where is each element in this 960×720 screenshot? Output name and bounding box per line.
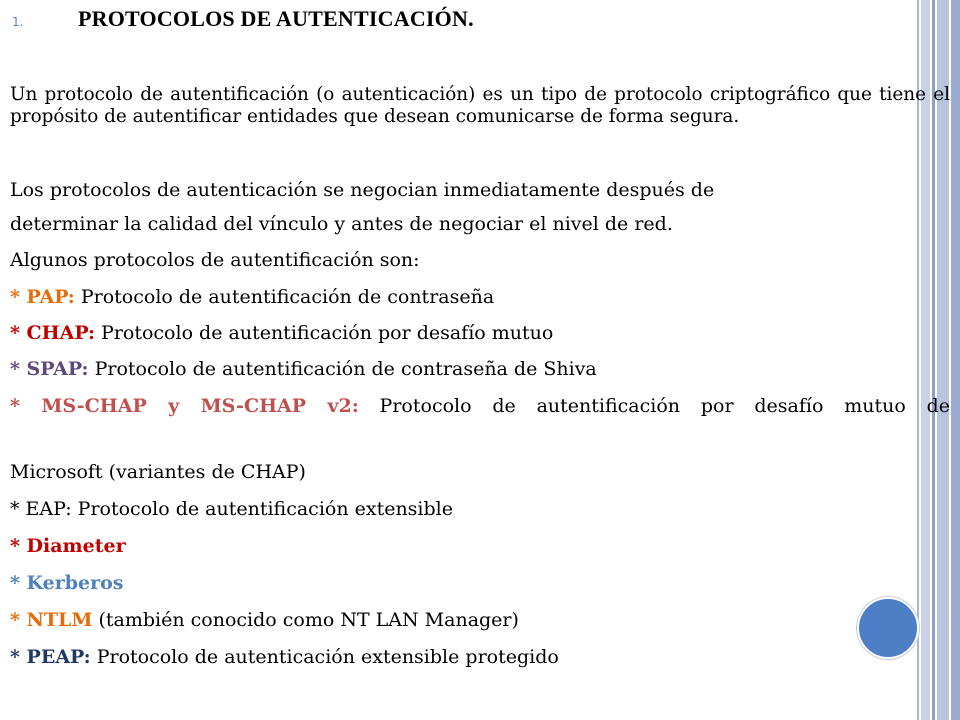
list-item-mschap — [10, 396, 950, 417]
protocol-name: * CHAP: — [10, 322, 95, 344]
list-item-kerberos — [10, 571, 950, 595]
intro-paragraph: Un protocolo de autentificación (o autenticación) es un tipo de protocolo criptográfico que tiene el propósito de autentificar entidades que desean comunicarse de forma segura. — [10, 84, 950, 127]
list-item-diameter — [10, 534, 950, 558]
protocol-name: * Kerberos — [10, 572, 124, 594]
protocol-desc: Protocolo de autentificación por desafío mutuo — [95, 322, 554, 344]
list-item-spap — [10, 357, 950, 381]
negotiation-line-1: Los protocolos de autenticación se negocian inmediatamente después de — [10, 179, 715, 201]
protocol-desc: Protocolo de autentificación de contraseña de Shiva — [88, 358, 597, 380]
protocol-desc: Protocolo de autenticación extensible protegido — [90, 646, 559, 668]
slide-title — [10, 6, 474, 34]
list-item-mschap-cont: Microsoft (variantes de CHAP) — [10, 461, 306, 483]
list-item-pap — [10, 285, 950, 309]
negotiation-line-2: determinar la calidad del vínculo y antes de negociar el nivel de red. — [10, 213, 673, 235]
list-item-peap — [10, 645, 950, 669]
protocol-desc: Protocolo de autentificación de contraseña — [74, 286, 495, 308]
protocol-name: * MS-CHAP y MS-CHAP v2: — [10, 395, 359, 417]
protocol-name: * SPAP: — [10, 358, 89, 380]
list-item-ntlm — [10, 608, 950, 632]
list-intro: Algunos protocolos de autentificación son: — [10, 249, 420, 271]
protocol-desc: Protocolo de autentificación por desafío mutuo de — [358, 395, 950, 417]
protocol-name: * PAP: — [10, 286, 75, 308]
decorative-stripe — [951, 0, 960, 720]
list-item-eap: * EAP: Protocolo de autentificación extensible — [10, 498, 453, 520]
protocol-name: * NTLM — [10, 609, 93, 631]
protocol-name: * PEAP: — [10, 646, 91, 668]
protocol-name: * Diameter — [10, 535, 126, 557]
list-item-chap — [10, 321, 950, 345]
protocol-desc: (también conocido como NT LAN Manager) — [92, 609, 519, 631]
title-number: 1. — [12, 15, 24, 29]
title-text: PROTOCOLOS DE AUTENTICACIÓN. — [78, 6, 474, 31]
